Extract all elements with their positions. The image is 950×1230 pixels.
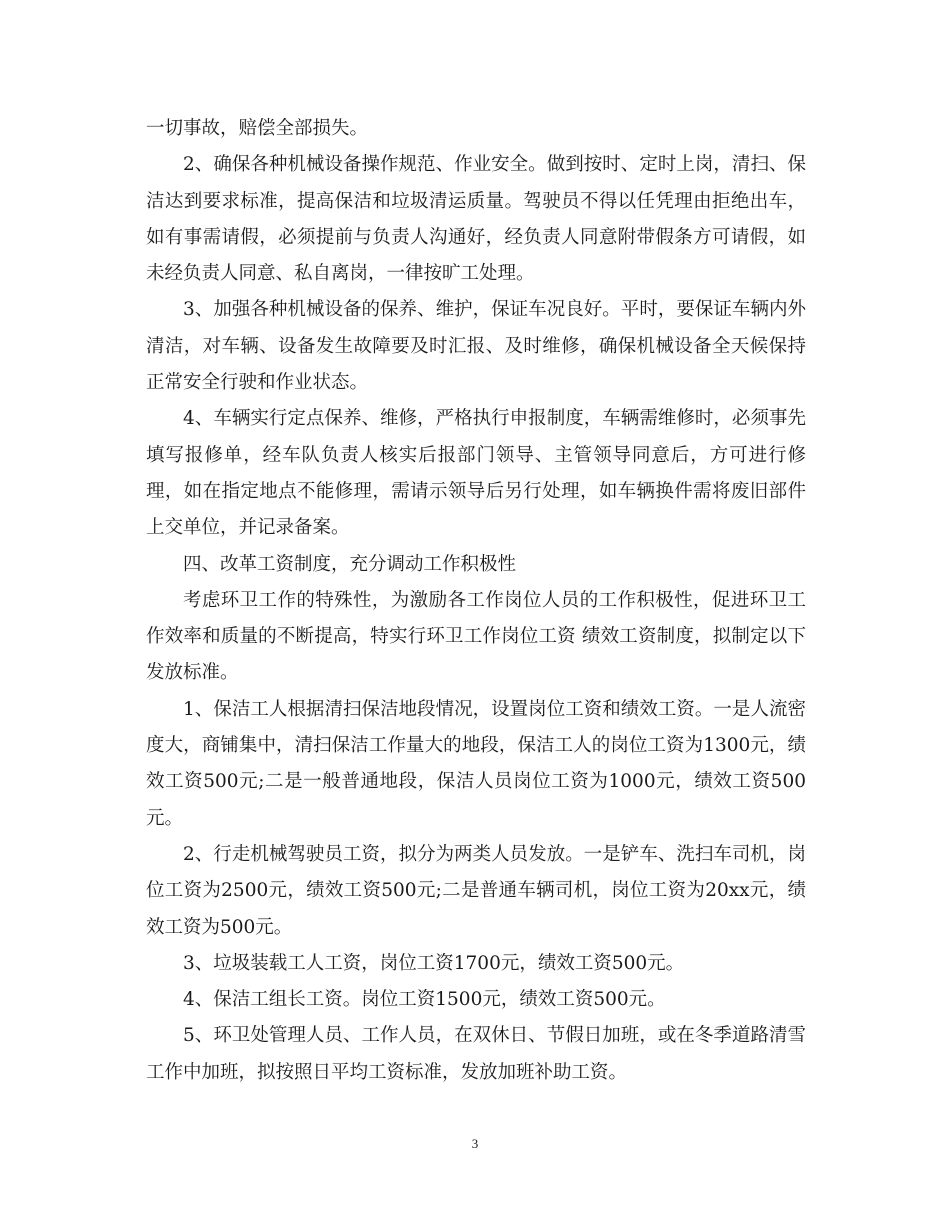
paragraph: 2、行走机械驾驶员工资，拟分为两类人员发放。一是铲车、洗扫车司机，岗位工资为2500元，绩效工资500元;二是普通车辆司机，岗位工资为20xx元，绩效工资为500元。 — [146, 843, 806, 938]
paragraph: 一切事故，赔偿全部损失。 — [146, 118, 369, 139]
section-heading: 四、改革工资制度，充分调动工作积极性 — [183, 553, 517, 575]
paragraph: 考虑环卫工作的特殊性，为激励各工作岗位人员的工作积极性，促进环卫工作效率和质量的不断提高，特实行环卫工作岗位工资 绩效工资制度，拟制定以下发放标准。 — [146, 589, 806, 684]
paragraph: 3、垃圾装载工人工资，岗位工资1700元，绩效工资500元。 — [183, 952, 685, 974]
page-number: 3 — [471, 1136, 479, 1151]
document-body — [146, 111, 806, 1091]
paragraph: 3、加强各种机械设备的保养、维护，保证车况良好。平时，要保证车辆内外清洁，对车辆、设备发生故障要及时汇报、及时维修，确保机械设备全天候保持正常安全行驶和作业状态。 — [146, 299, 806, 394]
paragraph: 4、保洁工组长工资。岗位工资1500元，绩效工资500元。 — [183, 989, 666, 1011]
paragraph: 5、环卫处管理人员、工作人员，在双休日、节假日加班，或在冬季道路清雪工作中加班，拟按照日平均工资标准，发放加班补助工资。 — [146, 1025, 806, 1083]
paragraph: 2、确保各种机械设备操作规范、作业安全。做到按时、定时上岗，清扫、保洁达到要求标准，提高保洁和垃圾清运质量。驾驶员不得以任凭理由拒绝出车，如有事需请假，必须提前与负责人沟通好，经负责人同意附带假条方可请假，如未经负责人同意、私自离岗，一律按旷工处理。 — [146, 154, 806, 285]
paragraph: 4、车辆实行定点保养、维修，严格执行申报制度，车辆需维修时，必须事先填写报修单，经车队负责人核实后报部门领导、主管领导同意后，方可进行修理，如在指定地点不能修理，需请示领导后另行处理，如车辆换件需将废旧部件上交单位，并记录备案。 — [146, 408, 806, 539]
paragraph: 1、保洁工人根据清扫保洁地段情况，设置岗位工资和绩效工资。一是人流密度大，商铺集中，清扫保洁工作量大的地段，保洁工人的岗位工资为1300元，绩效工资500元;二是一般普通地段，保洁人员岗位工资为1000元，绩效工资500元。 — [146, 698, 806, 829]
